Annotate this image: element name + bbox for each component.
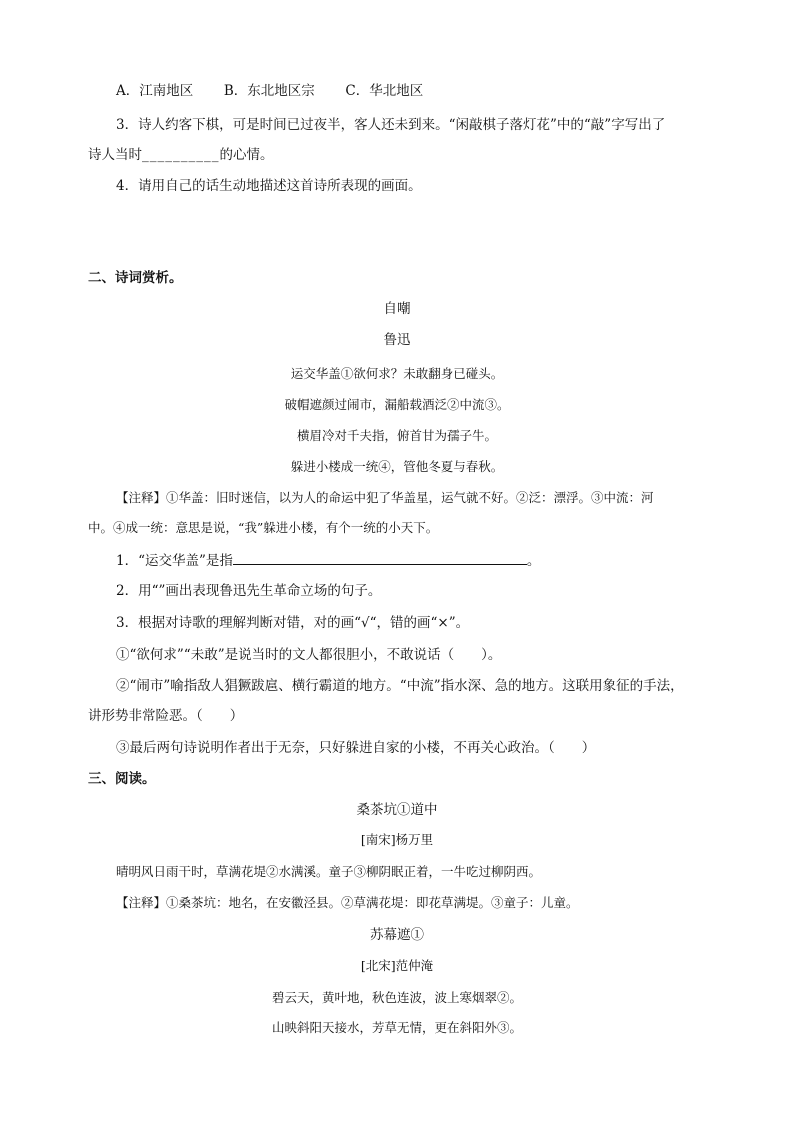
answer-underline[interactable] [233, 550, 527, 565]
poem-author: [南宋]杨万里 [360, 832, 434, 847]
poem-title: 桑茶坑①道中 [356, 802, 438, 818]
option-c: C．华北地区 [345, 83, 424, 99]
question-4: 4．请用自己的话生动地描述这首诗所表现的画面。 [116, 178, 422, 194]
annotation: 【注释】①桑茶坑：地名，在安徽泾县。②草满花堤：即花草满堤。③童子：儿童。 [116, 895, 579, 910]
section-heading-2: 二、诗词赏析。 [88, 270, 183, 286]
poem-title: 苏幕遮① [370, 927, 424, 943]
fill-blank[interactable]: __________ [142, 147, 220, 163]
question-3-continued: 诗人当时__________的心情。 [88, 147, 274, 163]
judge-item-1: ①“欲何求”“未敢”是说当时的文人都很胆小，不敢说话（ ）。 [116, 647, 502, 663]
judge-item-3: ③最后两句诗说明作者出于无奈，只好躲进自家的小楼，不再关心政治。（ ） [116, 740, 596, 756]
poem-line: 山映斜阳天接水，芳草无情，更在斜阳外③。 [271, 1020, 522, 1035]
poem-line: 横眉冷对千夫指，俯首甘为孺子牛。 [296, 428, 497, 443]
poem-line: 碧云天，黄叶地，秋色连波，波上寒烟翠②。 [271, 990, 522, 1005]
judge-item-2: ②“闹市”喻指敌人猖獗跋扈、横行霸道的地方。“中流”指水深、急的地方。这联用象征的手法， [116, 678, 684, 694]
judge-item-2-continued: 讲形势非常险恶。（ ） [88, 708, 244, 724]
question-2: 2．用“”画出表现鲁迅先生革命立场的句子。 [116, 583, 382, 599]
poem-line: 躲进小楼成一统④，管他冬夏与春秋。 [290, 459, 504, 474]
annotation: 【注释】①华盖：旧时迷信，以为人的命运中犯了华盖星，运气就不好。②泛：漂浮。③中流：河 [116, 490, 654, 505]
options-line [116, 81, 423, 101]
poem-line: 运交华盖①欲何求？未敢翻身已碰头。 [290, 366, 504, 381]
option-b: B．东北地区宗 [223, 83, 315, 99]
poem-text: 晴明风日雨干时，草满花堤②水满溪。童子③柳阴眠正着，一牛吃过柳阴西。 [116, 864, 542, 879]
poem-author: [北宋]范仲淹 [360, 958, 434, 973]
option-a: A．江南地区 [116, 83, 194, 99]
question-1: 1．“运交华盖”是指 。 [116, 550, 540, 571]
section-heading-3: 三、阅读。 [88, 771, 156, 787]
poem-line: 破帽遮颜过闹市，漏船载酒泛②中流③。 [284, 397, 510, 412]
question-3-judge: 3．根据对诗歌的理解判断对错，对的画“√“，错的画“×”。 [116, 615, 470, 631]
question-3: 3．诗人约客下棋，可是时间已过夜半，客人还未到来。“闲敲棋子落灯花”中的“敲”字写出了 [116, 117, 666, 133]
annotation-continued: 中。④成一统：意思是说，“我”躲进小楼，有个一统的小天下。 [88, 520, 439, 535]
poem-title: 自嘲 [383, 301, 411, 317]
poem-author: 鲁迅 [383, 332, 411, 348]
